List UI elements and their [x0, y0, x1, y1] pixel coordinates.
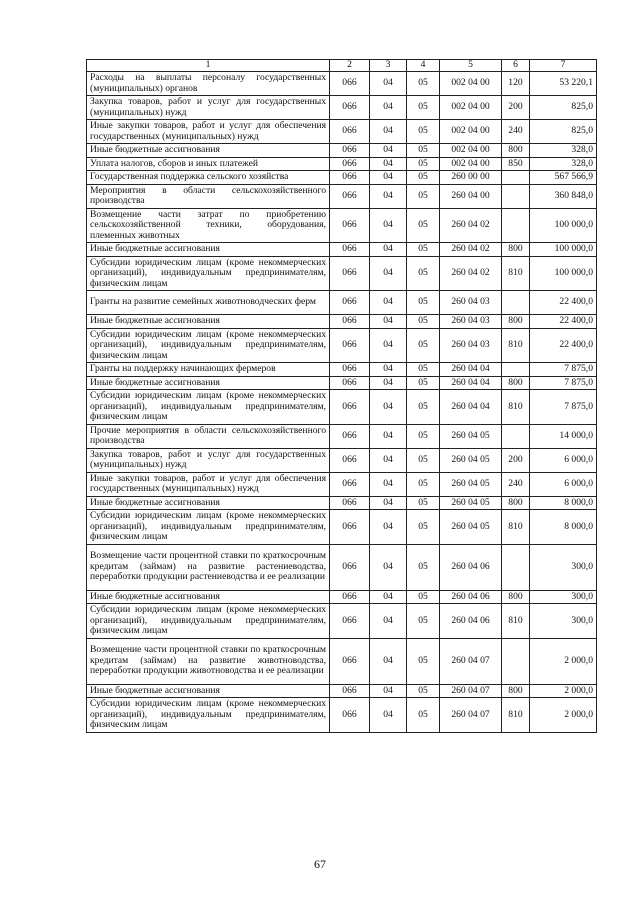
expense-item-name: Иные бюджетные ассигнования: [87, 315, 330, 329]
target-article-code: 260 04 02: [440, 256, 502, 291]
subsection-code: 05: [407, 208, 440, 243]
ministry-code: 066: [330, 291, 370, 315]
amount: 300,0: [530, 544, 597, 590]
ministry-code: 066: [330, 638, 370, 684]
amount: 100 000,0: [530, 208, 597, 243]
amount: 53 220,1: [530, 72, 597, 96]
section-code: 04: [370, 328, 407, 363]
expense-type-code: 200: [502, 96, 530, 120]
column-header-5: 5: [440, 60, 502, 72]
subsection-code: 05: [407, 544, 440, 590]
amount: 100 000,0: [530, 256, 597, 291]
section-code: 04: [370, 208, 407, 243]
subsection-code: 05: [407, 328, 440, 363]
table-row: [87, 72, 597, 96]
column-header-1: 1: [87, 60, 330, 72]
target-article-code: 260 04 05: [440, 496, 502, 510]
expense-type-code: [502, 638, 530, 684]
subsection-code: 05: [407, 157, 440, 171]
table-row: [87, 96, 597, 120]
expense-type-code: [502, 291, 530, 315]
amount: 100 000,0: [530, 243, 597, 257]
subsection-code: 05: [407, 496, 440, 510]
table-row: [87, 472, 597, 496]
expense-item-name: Субсидии юридическим лицам (кроме некоммерческих организаций), индивидуальным предпринимателям, физическим лицам: [87, 390, 330, 425]
amount: 8 000,0: [530, 496, 597, 510]
expense-item-name: Иные бюджетные ассигнования: [87, 376, 330, 390]
expense-item-name: Закупка товаров, работ и услуг для государственных (муниципальных) нужд: [87, 96, 330, 120]
section-code: 04: [370, 363, 407, 377]
section-code: 04: [370, 590, 407, 604]
section-code: 04: [370, 291, 407, 315]
section-code: 04: [370, 698, 407, 733]
ministry-code: 066: [330, 72, 370, 96]
expense-type-code: 810: [502, 328, 530, 363]
section-code: 04: [370, 376, 407, 390]
expense-type-code: 810: [502, 698, 530, 733]
expense-type-code: [502, 184, 530, 208]
amount: 2 000,0: [530, 698, 597, 733]
ministry-code: 066: [330, 448, 370, 472]
column-header-4: 4: [407, 60, 440, 72]
expense-item-name: Субсидии юридическим лицам (кроме некоммерческих организаций), индивидуальным предпринимателям, физическим лицам: [87, 698, 330, 733]
table-row: [87, 448, 597, 472]
subsection-code: 05: [407, 315, 440, 329]
ministry-code: 066: [330, 604, 370, 639]
expense-item-name: Субсидии юридическим лицам (кроме некоммерческих организаций), индивидуальным предпринимателям, физическим лицам: [87, 604, 330, 639]
amount: 2 000,0: [530, 638, 597, 684]
column-number-header-row: [87, 60, 597, 72]
ministry-code: 066: [330, 184, 370, 208]
expense-type-code: 850: [502, 157, 530, 171]
subsection-code: 05: [407, 390, 440, 425]
amount: 328,0: [530, 144, 597, 158]
section-code: 04: [370, 448, 407, 472]
target-article-code: 260 04 05: [440, 424, 502, 448]
amount: 825,0: [530, 120, 597, 144]
section-code: 04: [370, 496, 407, 510]
expense-type-code: [502, 171, 530, 185]
section-code: 04: [370, 684, 407, 698]
target-article-code: 260 04 05: [440, 472, 502, 496]
table-row: [87, 256, 597, 291]
expense-type-code: 810: [502, 510, 530, 545]
target-article-code: 260 04 00: [440, 184, 502, 208]
table-row: [87, 315, 597, 329]
expense-type-code: 810: [502, 604, 530, 639]
column-header-7: 7: [530, 60, 597, 72]
section-code: 04: [370, 157, 407, 171]
target-article-code: 260 04 06: [440, 544, 502, 590]
table-row: [87, 171, 597, 185]
target-article-code: 002 04 00: [440, 144, 502, 158]
budget-table: [86, 59, 597, 733]
ministry-code: 066: [330, 496, 370, 510]
expense-item-name: Иные бюджетные ассигнования: [87, 684, 330, 698]
section-code: 04: [370, 390, 407, 425]
subsection-code: 05: [407, 376, 440, 390]
expense-type-code: 810: [502, 256, 530, 291]
expense-type-code: 810: [502, 390, 530, 425]
table-row: [87, 328, 597, 363]
amount: 2 000,0: [530, 684, 597, 698]
section-code: 04: [370, 184, 407, 208]
expense-item-name: Возмещение части процентной ставки по краткосрочным кредитам (займам) на развитие животноводства, переработки продукции животноводства и ее реализации: [87, 638, 330, 684]
table-row: [87, 243, 597, 257]
section-code: 04: [370, 510, 407, 545]
amount: 300,0: [530, 590, 597, 604]
subsection-code: 05: [407, 243, 440, 257]
subsection-code: 05: [407, 120, 440, 144]
column-header-6: 6: [502, 60, 530, 72]
expense-item-name: Субсидии юридическим лицам (кроме некоммерческих организаций), индивидуальным предпринимателям, физическим лицам: [87, 328, 330, 363]
ministry-code: 066: [330, 472, 370, 496]
table-row: [87, 390, 597, 425]
amount: 567 566,9: [530, 171, 597, 185]
table-row: [87, 120, 597, 144]
column-header-2: 2: [330, 60, 370, 72]
table-row: [87, 638, 597, 684]
table-row: [87, 376, 597, 390]
amount: 7 875,0: [530, 390, 597, 425]
expense-item-name: Прочие мероприятия в области сельскохозяйственного производства: [87, 424, 330, 448]
column-header-3: 3: [370, 60, 407, 72]
subsection-code: 05: [407, 424, 440, 448]
table-row: [87, 363, 597, 377]
amount: 300,0: [530, 604, 597, 639]
amount: 7 875,0: [530, 363, 597, 377]
expense-type-code: 200: [502, 448, 530, 472]
ministry-code: 066: [330, 315, 370, 329]
ministry-code: 066: [330, 243, 370, 257]
target-article-code: 260 04 07: [440, 684, 502, 698]
subsection-code: 05: [407, 171, 440, 185]
section-code: 04: [370, 256, 407, 291]
expense-type-code: [502, 208, 530, 243]
section-code: 04: [370, 604, 407, 639]
table-row: [87, 590, 597, 604]
section-code: 04: [370, 424, 407, 448]
amount: 7 875,0: [530, 376, 597, 390]
expense-type-code: [502, 544, 530, 590]
expense-type-code: 800: [502, 376, 530, 390]
expense-type-code: 800: [502, 144, 530, 158]
amount: 14 000,0: [530, 424, 597, 448]
expense-type-code: 240: [502, 120, 530, 144]
target-article-code: 260 04 02: [440, 243, 502, 257]
ministry-code: 066: [330, 171, 370, 185]
expense-item-name: Субсидии юридическим лицам (кроме некоммерческих организаций), индивидуальным предпринимателям, физическим лицам: [87, 256, 330, 291]
expense-type-code: 800: [502, 590, 530, 604]
expense-type-code: 240: [502, 472, 530, 496]
subsection-code: 05: [407, 472, 440, 496]
amount: 8 000,0: [530, 510, 597, 545]
section-code: 04: [370, 171, 407, 185]
table-body: [87, 72, 597, 733]
expense-type-code: 800: [502, 315, 530, 329]
target-article-code: 002 04 00: [440, 120, 502, 144]
expense-item-name: Иные бюджетные ассигнования: [87, 243, 330, 257]
section-code: 04: [370, 72, 407, 96]
expense-item-name: Иные закупки товаров, работ и услуг для обеспечения государственных (муниципальных) нужд: [87, 120, 330, 144]
subsection-code: 05: [407, 291, 440, 315]
target-article-code: 260 00 00: [440, 171, 502, 185]
section-code: 04: [370, 96, 407, 120]
expense-item-name: Возмещение части затрат по приобретению сельскохозяйственной техники, оборудования, племенных животных: [87, 208, 330, 243]
target-article-code: 002 04 00: [440, 96, 502, 120]
table-row: [87, 684, 597, 698]
subsection-code: 05: [407, 590, 440, 604]
section-code: 04: [370, 472, 407, 496]
target-article-code: 260 04 03: [440, 291, 502, 315]
target-article-code: 260 04 07: [440, 698, 502, 733]
expense-item-name: Субсидии юридическим лицам (кроме некоммерческих организаций), индивидуальным предпринимателям, физическим лицам: [87, 510, 330, 545]
expense-type-code: 800: [502, 496, 530, 510]
expense-type-code: 800: [502, 684, 530, 698]
expense-type-code: 800: [502, 243, 530, 257]
amount: 6 000,0: [530, 472, 597, 496]
subsection-code: 05: [407, 363, 440, 377]
subsection-code: 05: [407, 684, 440, 698]
expense-item-name: Иные бюджетные ассигнования: [87, 496, 330, 510]
subsection-code: 05: [407, 256, 440, 291]
subsection-code: 05: [407, 604, 440, 639]
amount: 22 400,0: [530, 291, 597, 315]
subsection-code: 05: [407, 184, 440, 208]
expense-item-name: Мероприятия в области сельскохозяйственного производства: [87, 184, 330, 208]
subsection-code: 05: [407, 698, 440, 733]
section-code: 04: [370, 544, 407, 590]
subsection-code: 05: [407, 96, 440, 120]
ministry-code: 066: [330, 510, 370, 545]
table-row: [87, 510, 597, 545]
ministry-code: 066: [330, 684, 370, 698]
ministry-code: 066: [330, 157, 370, 171]
table-row: [87, 208, 597, 243]
target-article-code: 260 04 06: [440, 590, 502, 604]
ministry-code: 066: [330, 390, 370, 425]
target-article-code: 260 04 04: [440, 363, 502, 377]
ministry-code: 066: [330, 328, 370, 363]
expense-item-name: Государственная поддержка сельского хозяйства: [87, 171, 330, 185]
subsection-code: 05: [407, 638, 440, 684]
amount: 328,0: [530, 157, 597, 171]
ministry-code: 066: [330, 144, 370, 158]
table-row: [87, 604, 597, 639]
target-article-code: 260 04 03: [440, 315, 502, 329]
amount: 6 000,0: [530, 448, 597, 472]
expense-item-name: Иные закупки товаров, работ и услуг для обеспечения государственных (муниципальных) нужд: [87, 472, 330, 496]
subsection-code: 05: [407, 448, 440, 472]
amount: 22 400,0: [530, 328, 597, 363]
amount: 825,0: [530, 96, 597, 120]
table-row: [87, 144, 597, 158]
section-code: 04: [370, 120, 407, 144]
target-article-code: 260 04 02: [440, 208, 502, 243]
subsection-code: 05: [407, 72, 440, 96]
table-row: [87, 544, 597, 590]
ministry-code: 066: [330, 376, 370, 390]
expense-item-name: Иные бюджетные ассигнования: [87, 144, 330, 158]
expense-item-name: Закупка товаров, работ и услуг для государственных (муниципальных) нужд: [87, 448, 330, 472]
ministry-code: 066: [330, 120, 370, 144]
expense-item-name: Иные бюджетные ассигнования: [87, 590, 330, 604]
ministry-code: 066: [330, 590, 370, 604]
section-code: 04: [370, 638, 407, 684]
table-row: [87, 157, 597, 171]
expense-item-name: Уплата налогов, сборов и иных платежей: [87, 157, 330, 171]
expense-type-code: 120: [502, 72, 530, 96]
expense-type-code: [502, 424, 530, 448]
ministry-code: 066: [330, 256, 370, 291]
ministry-code: 066: [330, 208, 370, 243]
ministry-code: 066: [330, 363, 370, 377]
target-article-code: 260 04 05: [440, 448, 502, 472]
target-article-code: 260 04 04: [440, 390, 502, 425]
table-row: [87, 496, 597, 510]
ministry-code: 066: [330, 424, 370, 448]
expense-type-code: [502, 363, 530, 377]
target-article-code: 260 04 04: [440, 376, 502, 390]
section-code: 04: [370, 315, 407, 329]
target-article-code: 260 04 07: [440, 638, 502, 684]
expense-item-name: Гранты на поддержку начинающих фермеров: [87, 363, 330, 377]
table-row: [87, 291, 597, 315]
ministry-code: 066: [330, 698, 370, 733]
target-article-code: 002 04 00: [440, 157, 502, 171]
page-number: 67: [314, 857, 326, 871]
table-row: [87, 184, 597, 208]
expense-item-name: Гранты на развитие семейных животноводческих ферм: [87, 291, 330, 315]
target-article-code: 002 04 00: [440, 72, 502, 96]
expense-item-name: Возмещение части процентной ставки по краткосрочным кредитам (займам) на развитие растениеводства, переработки продукции растениеводства и ее реализации: [87, 544, 330, 590]
table-row: [87, 698, 597, 733]
table-row: [87, 424, 597, 448]
section-code: 04: [370, 144, 407, 158]
section-code: 04: [370, 243, 407, 257]
expense-item-name: Расходы на выплаты персоналу государственных (муниципальных) органов: [87, 72, 330, 96]
amount: 22 400,0: [530, 315, 597, 329]
target-article-code: 260 04 05: [440, 510, 502, 545]
ministry-code: 066: [330, 96, 370, 120]
ministry-code: 066: [330, 544, 370, 590]
target-article-code: 260 04 03: [440, 328, 502, 363]
target-article-code: 260 04 06: [440, 604, 502, 639]
subsection-code: 05: [407, 144, 440, 158]
subsection-code: 05: [407, 510, 440, 545]
amount: 360 848,0: [530, 184, 597, 208]
